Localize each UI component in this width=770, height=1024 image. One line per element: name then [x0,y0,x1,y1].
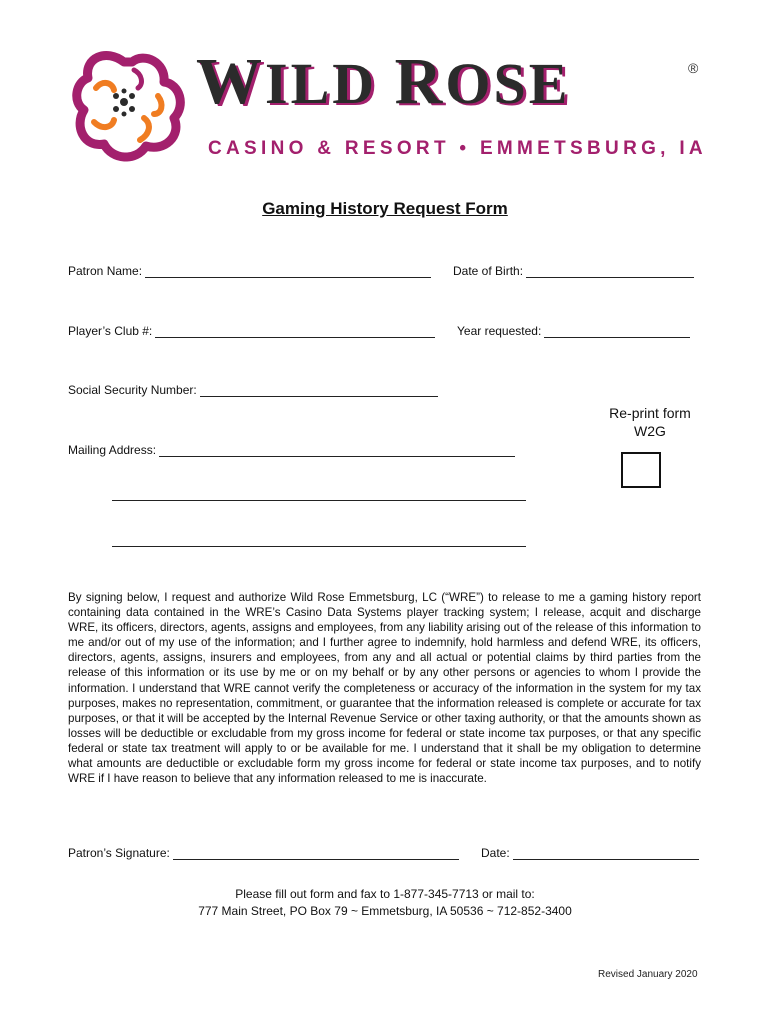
date-of-birth-label: Date of Birth: [453,264,524,278]
date-of-birth-field[interactable] [453,264,694,278]
submission-instructions [0,886,770,920]
patron-name-line[interactable] [145,265,431,278]
mailing-address-line-2[interactable] [112,499,526,501]
brand-tagline: CASINO & RESORT • EMMETSBURG, IA [208,138,707,159]
instructions-fax: Please fill out form and fax to 1-877-345-7713 or mail to: [235,887,535,901]
patron-name-label: Patron Name: [68,264,143,278]
brand-initial-r: R [394,45,446,118]
mailing-address-line-3[interactable] [112,545,526,547]
reprint-w2g-checkbox[interactable] [621,452,661,488]
patron-name-field[interactable] [68,264,431,278]
signature-date-label: Date: [481,846,510,860]
brand-name [196,45,699,118]
patron-signature-line[interactable] [173,847,459,860]
players-club-field[interactable] [68,324,435,338]
revision-date: Revised January 2020 [598,969,698,980]
players-club-line[interactable] [155,325,435,338]
ssn-label: Social Security Number: [68,383,197,397]
signature-date-field[interactable] [481,846,699,860]
registered-mark: ® [688,60,699,76]
year-requested-line[interactable] [544,325,690,338]
reprint-line1: Re-print form [609,405,691,421]
mailing-address-field[interactable] [68,443,515,457]
ssn-field[interactable] [68,383,438,397]
brand-word-wild-rest: ILD [265,51,378,116]
brand-initial-w: W [196,45,265,118]
patron-signature-field[interactable] [68,846,459,860]
players-club-label: Player’s Club #: [68,324,153,338]
mailing-address-label: Mailing Address: [68,443,157,457]
mailing-address-line-1[interactable] [159,444,515,457]
brand-word-rose-rest: OSE [445,51,571,116]
signature-date-line[interactable] [513,847,699,860]
form-title: Gaming History Request Form [262,199,508,218]
reprint-w2g-label [580,404,720,440]
year-requested-field[interactable] [457,324,690,338]
rose-flower-icon [66,44,186,164]
instructions-mail-address: 777 Main Street, PO Box 79 ~ Emmetsburg, IA 50536 ~ 712-852-3400 [198,904,572,918]
reprint-line2: W2G [634,423,666,439]
authorization-text: By signing below, I request and authorize Wild Rose Emmetsburg, LC (“WRE”) to release to me a gaming history report containing data contained in the WRE’s Casino Data Systems player tracking system; I release, acquit and discharge WRE, its officers, directors, agents, assigns and employees, from any liability arising out of the release of this information to me and/or out of my use of the information; and I further agree to indemnify, hold harmless and defend WRE, its officers, directors, agents, assigns, insurers and employees, from any and all actual or potential claims by third parties from the release of this information or its use by me or on my behalf or by any other persons or agencies to whom I provide the information. I understand that WRE cannot verify the completeness or accuracy of the information in the system for my tax purposes, makes no representation, commitment, or guarantee that the information released is complete or accurate for tax purposes, or that it will be accepted by the Internal Revenue Service or other taxing authority, or that the amounts shown as losses will be deductible or excludable from my gross income for federal or state income tax purposes, or that any specific federal or state tax treatment will apply to or be available for me. I understand that it shall be my obligation to determine what amounts are deductible or excludable form my gross income for federal or state income tax purposes, and to notify WRE if I have reason to believe that any information released to me is inaccurate. [68,591,701,786]
ssn-line[interactable] [200,384,438,397]
date-of-birth-line[interactable] [526,265,694,278]
year-requested-label: Year requested: [457,324,542,338]
patron-signature-label: Patron’s Signature: [68,846,170,860]
